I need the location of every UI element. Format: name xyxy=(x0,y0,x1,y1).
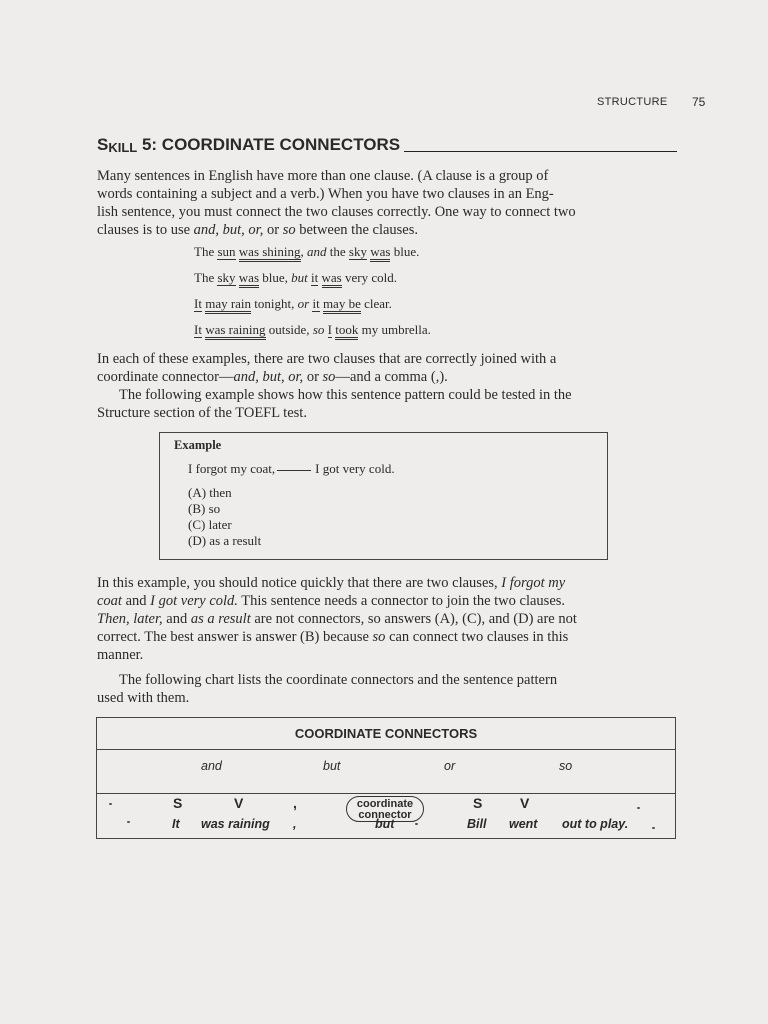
scan-speck xyxy=(637,807,640,809)
answer-option: (D) as a result xyxy=(188,533,262,548)
chart-intro-paragraph xyxy=(97,671,677,707)
pattern-subject-2: S xyxy=(473,795,483,811)
chart-pattern-row xyxy=(97,793,675,838)
paragraph-line: Structure section of the TOEFL test. xyxy=(97,405,307,421)
example-rest: out to play. xyxy=(562,817,629,831)
paragraph-line: correct. The best answer is answer (B) because so can connect two clauses in this xyxy=(97,629,569,645)
example-box xyxy=(159,432,608,560)
intro-paragraph xyxy=(97,167,677,239)
paragraph-line: In this example, you should notice quickly that there are two clauses, I forgot my xyxy=(97,575,566,591)
example-subject-2: Bill xyxy=(467,817,487,831)
skill-title-initial: S xyxy=(97,135,109,154)
answer-blank xyxy=(277,470,311,471)
example-sentence: It may rain tonight, or it may be clear. xyxy=(194,296,392,312)
intro-line: Many sentences in English have more than one clause. (A clause is a group of xyxy=(97,168,549,184)
skill-title-smallcaps: KILL xyxy=(108,140,138,155)
example-sentence: It was raining outside, so I took my umbrella. xyxy=(194,322,431,338)
intro-line: lish sentence, you must connect the two clauses correctly. One way to connect two xyxy=(97,204,576,220)
paragraph-line: coat and I got very cold. This sentence needs a connector to join the two clauses. xyxy=(97,593,566,609)
chart-title: COORDINATE CONNECTORS xyxy=(97,718,675,750)
intro-line: clauses is to use and, but, or, or so between the clauses. xyxy=(97,222,419,238)
connector-or: or xyxy=(444,759,456,773)
paragraph-line: In each of these examples, there are two clauses that are correctly joined with a xyxy=(97,351,557,367)
example-comma: , xyxy=(293,817,297,831)
pattern-subject-1: S xyxy=(173,795,183,811)
scan-speck xyxy=(415,823,418,825)
pattern-verb-1: V xyxy=(234,795,244,811)
connector-but: but xyxy=(323,759,341,773)
scan-speck xyxy=(127,821,130,823)
paragraph-line: The following example shows how this sentence pattern could be tested in the xyxy=(119,387,572,403)
connector-so: so xyxy=(559,759,573,773)
paragraph-line: The following chart lists the coordinate connectors and the sentence pattern xyxy=(119,672,558,688)
example-label: Example xyxy=(174,438,222,452)
explanation-paragraph xyxy=(97,350,677,422)
example-sentence: The sun was shining, and the sky was blue. xyxy=(194,244,419,260)
connector-and: and xyxy=(201,759,222,773)
page-number: 75 xyxy=(692,95,706,109)
paragraph-line: used with them. xyxy=(97,690,190,706)
analysis-paragraph xyxy=(97,574,677,664)
paragraph-line: manner. xyxy=(97,647,144,663)
coordinate-connector-oval: coordinate connector xyxy=(346,796,424,822)
running-header-section: STRUCTURE xyxy=(597,96,668,108)
answer-option: (B) so xyxy=(188,501,221,516)
example-verb-2: went xyxy=(509,817,538,831)
pattern-verb-2: V xyxy=(520,795,530,811)
answer-option: (C) later xyxy=(188,517,232,532)
example-sentence: The sky was blue, but it was very cold. xyxy=(194,270,397,286)
scan-speck xyxy=(109,803,112,805)
skill-title-rest: 5: COORDINATE CONNECTORS xyxy=(137,135,401,154)
example-connector: but xyxy=(375,817,395,831)
example-question: I forgot my coat, I got very cold. xyxy=(188,461,395,476)
scan-speck xyxy=(652,827,655,829)
paragraph-line: Then, later, and as a result are not connectors, so answers (A), (C), and (D) are not xyxy=(97,611,577,627)
example-verb-1: was raining xyxy=(201,817,270,831)
paragraph-line: coordinate connector—and, but, or, or so—and a comma (,). xyxy=(97,369,448,385)
title-rule xyxy=(404,151,677,152)
skill-title xyxy=(97,135,677,155)
pattern-comma: , xyxy=(293,795,297,811)
intro-line: words containing a subject and a verb.) When you have two clauses in an Eng- xyxy=(97,186,554,202)
coordinate-connectors-chart xyxy=(96,717,676,839)
example-subject-1: It xyxy=(172,817,180,831)
chart-connectors-row xyxy=(97,749,675,794)
answer-option: (A) then xyxy=(188,485,232,500)
